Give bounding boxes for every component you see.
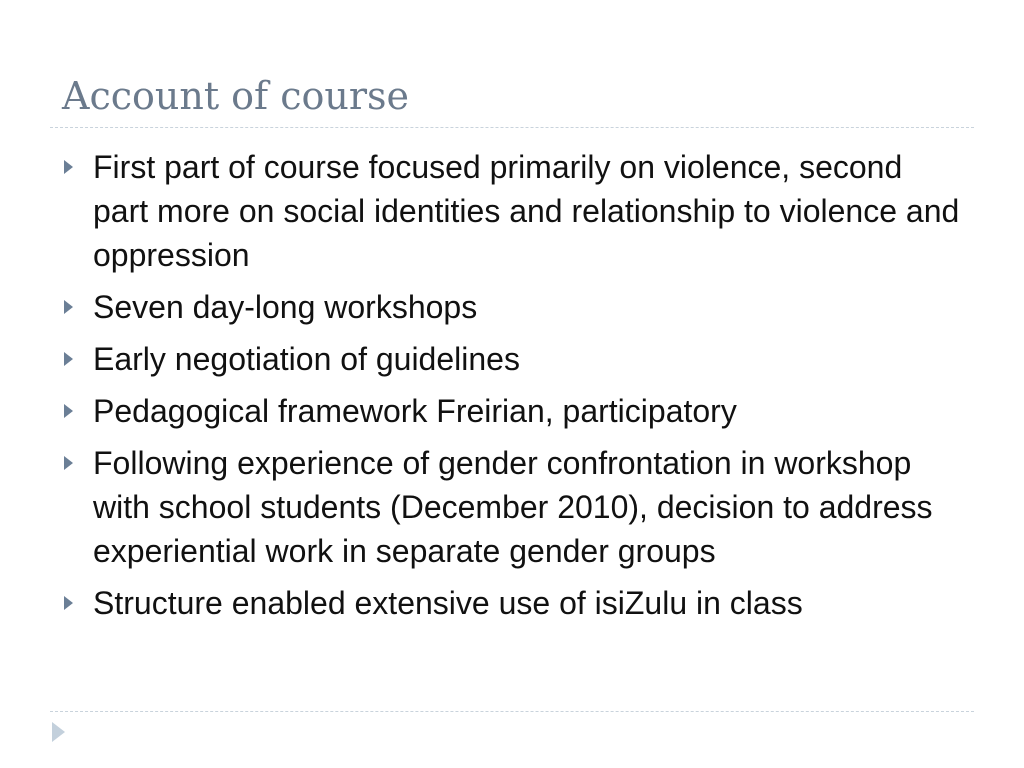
bullet-text: Following experience of gender confrontation in workshop with school students (December 2010), decision to address experiential work in separate gender groups [93, 445, 933, 569]
bullet-text: Structure enabled extensive use of isiZulu in class [93, 585, 803, 621]
footer-divider [50, 711, 974, 712]
bullet-text: Pedagogical framework Freirian, participatory [93, 393, 737, 429]
next-slide-arrow-icon[interactable] [52, 722, 65, 742]
slide-title: Account of course [62, 74, 409, 118]
bullet-item [62, 441, 962, 573]
bullet-text: Early negotiation of guidelines [93, 341, 520, 377]
bullet-item [62, 581, 962, 625]
bullet-item [62, 285, 962, 329]
triangle-bullet-icon [64, 352, 73, 366]
triangle-bullet-icon [64, 160, 73, 174]
triangle-bullet-icon [64, 404, 73, 418]
triangle-bullet-icon [64, 300, 73, 314]
bullet-item [62, 145, 962, 277]
triangle-bullet-icon [64, 456, 73, 470]
bullet-item [62, 389, 962, 433]
bullet-item [62, 337, 962, 381]
bullet-text: Seven day-long workshops [93, 289, 478, 325]
bullet-list [62, 145, 962, 633]
bullet-text: First part of course focused primarily on violence, second part more on social identities and relationship to violence and oppression [93, 149, 960, 273]
title-divider [50, 127, 974, 128]
triangle-bullet-icon [64, 596, 73, 610]
